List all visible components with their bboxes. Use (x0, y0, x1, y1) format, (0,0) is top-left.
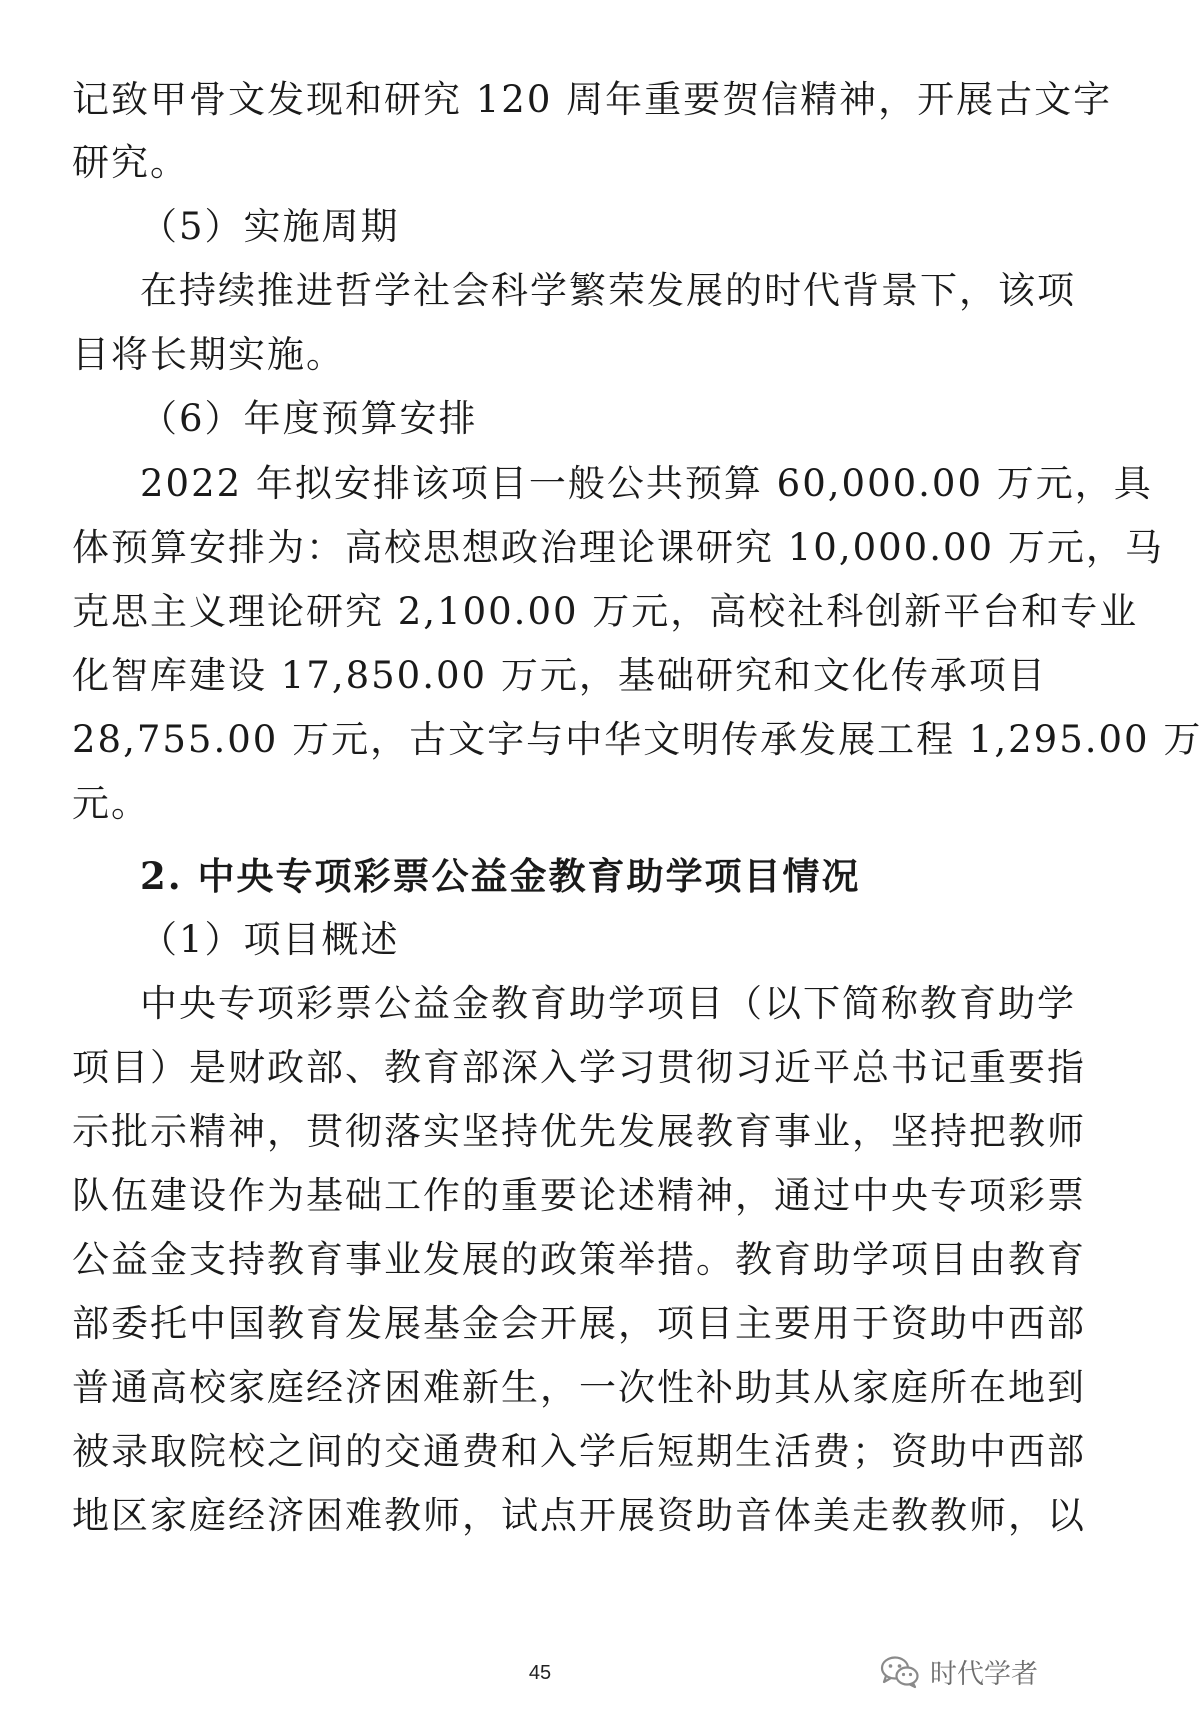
text-line: 地区家庭经济困难教师，试点开展资助音体美走教教师，以 (72, 1494, 1086, 1537)
text-line: 队伍建设作为基础工作的重要论述精神，通过中央专项彩票 (72, 1174, 1086, 1217)
page-number: 45 (528, 1662, 552, 1684)
text-line: 研究。 (72, 141, 189, 184)
watermark-text: 时代学者 (930, 1659, 1038, 1690)
section-subheading: （6）年度预算安排 (140, 397, 478, 440)
watermark (880, 1652, 1038, 1691)
text-line: 记致甲骨文发现和研究 120 周年重要贺信精神，开展古文字 (72, 78, 1113, 121)
text-line: 部委托中国教育发展基金会开展，项目主要用于资助中西部 (72, 1302, 1086, 1345)
wechat-icon (880, 1655, 920, 1689)
section-heading: 2. 中央专项彩票公益金教育助学项目情况 (140, 854, 861, 898)
text-line: 28,755.00 万元，古文字与中华文明传承发展工程 1,295.00 万 (72, 718, 1202, 761)
text-line: 2022 年拟安排该项目一般公共预算 60,000.00 万元，具 (140, 462, 1153, 505)
text-line: 中央专项彩票公益金教育助学项目（以下简称教育助学 (140, 982, 1076, 1025)
section-subheading: （1）项目概述 (140, 918, 400, 961)
text-line: 目将长期实施。 (72, 333, 345, 376)
text-line: 被录取院校之间的交通费和入学后短期生活费；资助中西部 (72, 1430, 1086, 1473)
text-line: 项目）是财政部、教育部深入学习贯彻习近平总书记重要指 (72, 1046, 1086, 1089)
text-line: 示批示精神，贯彻落实坚持优先发展教育事业，坚持把教师 (72, 1110, 1086, 1153)
text-line: 在持续推进哲学社会科学繁荣发展的时代背景下，该项 (140, 269, 1076, 312)
text-line: 普通高校家庭经济困难新生，一次性补助其从家庭所在地到 (72, 1366, 1086, 1409)
section-subheading: （5）实施周期 (140, 205, 400, 248)
text-line: 公益金支持教育事业发展的政策举措。教育助学项目由教育 (72, 1238, 1086, 1281)
text-line: 化智库建设 17,850.00 万元，基础研究和文化传承项目 (72, 654, 1047, 697)
text-line: 元。 (72, 782, 150, 825)
text-line: 体预算安排为：高校思想政治理论课研究 10,000.00 万元，马 (72, 526, 1164, 569)
text-line: 克思主义理论研究 2,100.00 万元，高校社科创新平台和专业 (72, 590, 1139, 633)
